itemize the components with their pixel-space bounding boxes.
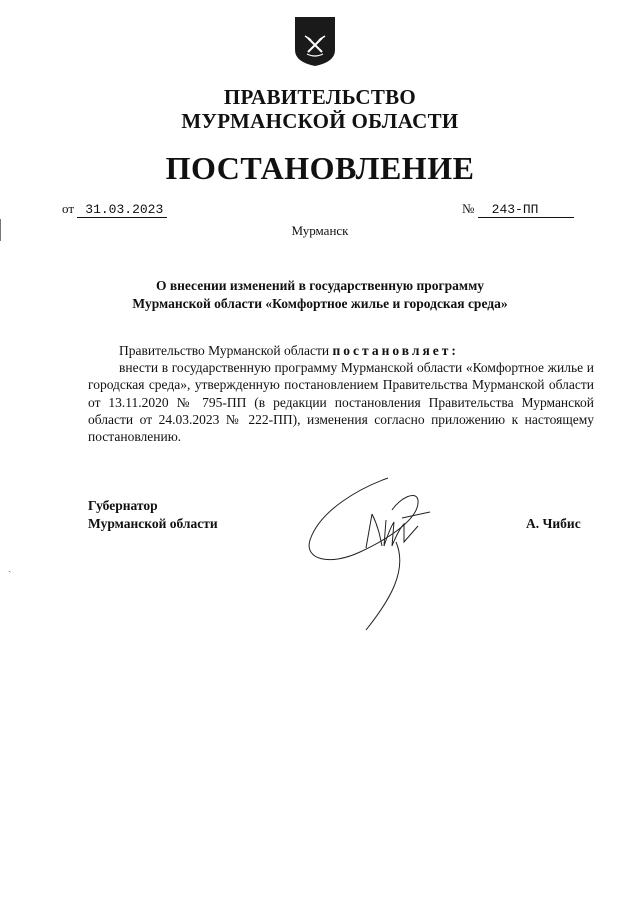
city: Мурманск xyxy=(291,223,349,238)
scan-edge-mark xyxy=(0,219,1,241)
org-name-line2: МУРМАНСКОЙ ОБЛАСТИ xyxy=(181,109,459,133)
resolves-word: постановляет: xyxy=(332,343,459,358)
date-field xyxy=(62,201,167,218)
scan-speck: ˎ xyxy=(8,562,12,573)
document-number: 243-ПП xyxy=(478,203,574,218)
document-date: 31.03.2023 xyxy=(77,203,167,218)
signatory-name: А. Чибис xyxy=(526,516,581,531)
subject-line1: О внесении изменений в государственную программу xyxy=(155,278,485,293)
document-type: ПОСТАНОВЛЕНИЕ xyxy=(165,150,475,186)
preamble-text: Правительство Мурманской области xyxy=(119,343,333,358)
subject-line2: Мурманской области «Комфортное жилье и городская среда» xyxy=(132,296,508,311)
number-prefix: № xyxy=(462,201,475,216)
signatory-title-line1: Губернатор xyxy=(88,498,158,513)
org-name-line1: ПРАВИТЕЛЬСТВО xyxy=(223,85,417,109)
resolution-text: внести в государственную программу Мурманской области «Комфортное жилье и городская среда», утвержденную постановлением Правительства Мурманской области от 13.11.2020 № 795-ПП (в редакции постановления Правительства Мурманской области от 24.03.2023 № 222-ПП), изменения согласно приложению к настоящему постановлению. xyxy=(88,360,594,445)
number-field xyxy=(462,201,574,218)
handwritten-signature xyxy=(300,470,450,635)
signatory-title-line2: Мурманской области xyxy=(88,516,218,531)
coat-of-arms-icon xyxy=(294,16,336,67)
date-prefix: от xyxy=(62,201,75,216)
resolution-body xyxy=(88,342,594,445)
preamble-paragraph xyxy=(88,342,594,359)
